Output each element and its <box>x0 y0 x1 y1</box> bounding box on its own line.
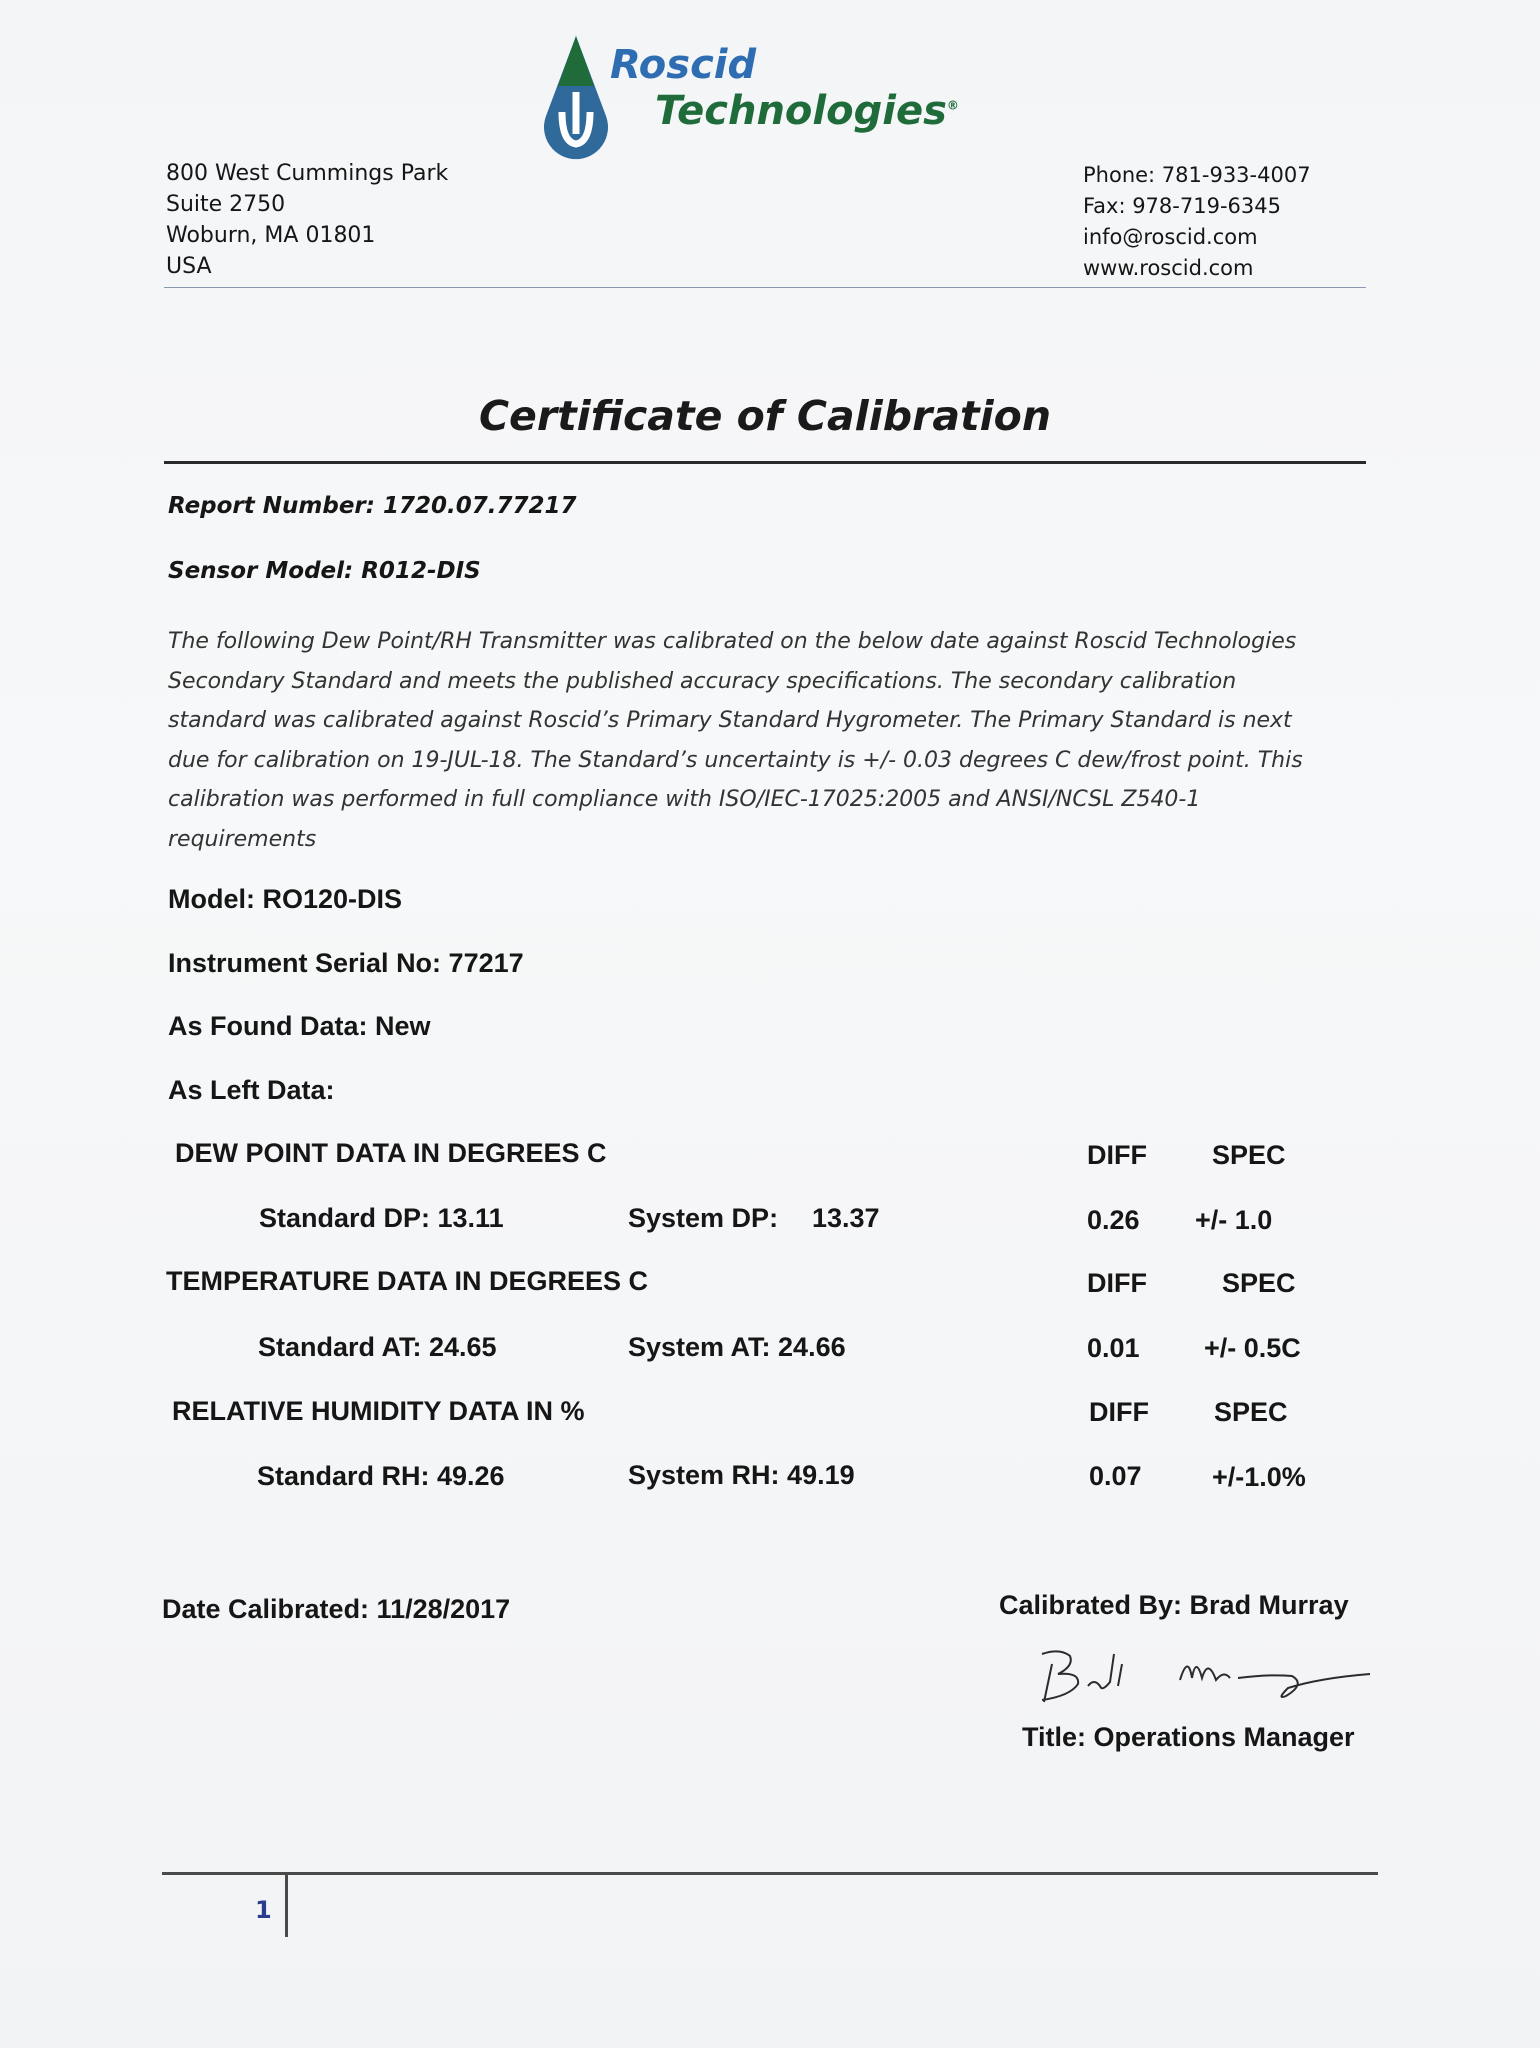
address-line: USA <box>166 254 212 279</box>
report-number: Report Number: 1720.07.77217 <box>168 493 577 519</box>
statement-line: due for calibration on 19-JUL-18. The Standard’s uncertainty is +/- 0.03 degrees C dew/frost point. This <box>168 747 1303 773</box>
handwritten-signature <box>1030 1634 1380 1714</box>
spec-header: SPEC <box>1214 1397 1288 1427</box>
dew-point-heading: DEW POINT DATA IN DEGREES C <box>175 1138 607 1168</box>
calibration-statement <box>168 622 1348 859</box>
as-left-label: As Left Data: <box>168 1075 335 1105</box>
company-address <box>166 158 448 282</box>
diff-header: DIFF <box>1089 1397 1149 1427</box>
footer-divider <box>162 1872 1378 1875</box>
as-found-label: As Found Data: New <box>168 1011 431 1041</box>
title-divider <box>164 461 1366 464</box>
system-dp-value: 13.37 <box>812 1203 880 1233</box>
date-calibrated: Date Calibrated: 11/28/2017 <box>162 1594 511 1624</box>
statement-line: requirements <box>168 826 317 852</box>
standard-rh: Standard RH: 49.26 <box>257 1461 505 1491</box>
company-contact <box>1083 160 1311 284</box>
address-line: Woburn, MA 01801 <box>166 223 376 248</box>
standard-dp: Standard DP: 13.11 <box>259 1203 504 1233</box>
phone: Phone: 781-933-4007 <box>1083 163 1311 187</box>
website: www.roscid.com <box>1083 256 1254 280</box>
logo-word-technologies: Technologies® <box>655 88 959 134</box>
statement-line: calibration was performed in full compliance with ISO/IEC-17025:2005 and ANSI/NCSL Z540-1 <box>168 787 1201 812</box>
logo-word-roscid: Roscid <box>610 42 757 88</box>
fax: Fax: 978-719-6345 <box>1083 194 1281 218</box>
address-line: Suite 2750 <box>166 192 286 217</box>
dp-diff: 0.26 <box>1087 1205 1140 1235</box>
certificate-title: Certificate of Calibration <box>478 392 1052 440</box>
company-logo <box>540 34 1000 164</box>
system-dp-label: System DP: <box>628 1203 779 1233</box>
rh-spec: +/-1.0% <box>1212 1462 1306 1492</box>
statement-line: standard was calibrated against Roscid’s Primary Standard Hygrometer. The Primary Standard is next <box>168 708 1292 733</box>
signer-title: Title: Operations Manager <box>1022 1722 1355 1752</box>
spec-header: SPEC <box>1222 1268 1296 1298</box>
dp-spec: +/- 1.0 <box>1195 1205 1273 1235</box>
at-spec: +/- 0.5C <box>1204 1333 1301 1363</box>
standard-at: Standard AT: 24.65 <box>258 1332 497 1362</box>
statement-line: Secondary Standard and meets the published accuracy specifications. The secondary calibration <box>168 668 1237 694</box>
statement-line: The following Dew Point/RH Transmitter was calibrated on the below date against Roscid Technologies <box>168 629 1297 654</box>
diff-header: DIFF <box>1087 1268 1147 1298</box>
rh-diff: 0.07 <box>1089 1461 1142 1491</box>
at-diff: 0.01 <box>1087 1333 1140 1363</box>
serial-label: Instrument Serial No: 77217 <box>168 948 524 978</box>
temperature-heading: TEMPERATURE DATA IN DEGREES C <box>166 1266 649 1296</box>
footer-separator <box>285 1875 288 1937</box>
model-label: Model: RO120-DIS <box>168 884 403 914</box>
humidity-heading: RELATIVE HUMIDITY DATA IN % <box>172 1396 585 1426</box>
page-number: 1 <box>255 1896 272 1924</box>
calibrated-by: Calibrated By: Brad Murray <box>999 1590 1349 1620</box>
sensor-model: Sensor Model: R012-DIS <box>168 558 481 584</box>
water-drop-icon <box>540 34 612 164</box>
header-divider <box>164 287 1366 288</box>
system-at: System AT: 24.66 <box>628 1332 846 1362</box>
system-rh: System RH: 49.19 <box>628 1460 855 1490</box>
email: info@roscid.com <box>1083 225 1258 249</box>
address-line: 800 West Cummings Park <box>166 161 449 186</box>
diff-header: DIFF <box>1087 1140 1147 1170</box>
spec-header: SPEC <box>1212 1140 1286 1170</box>
